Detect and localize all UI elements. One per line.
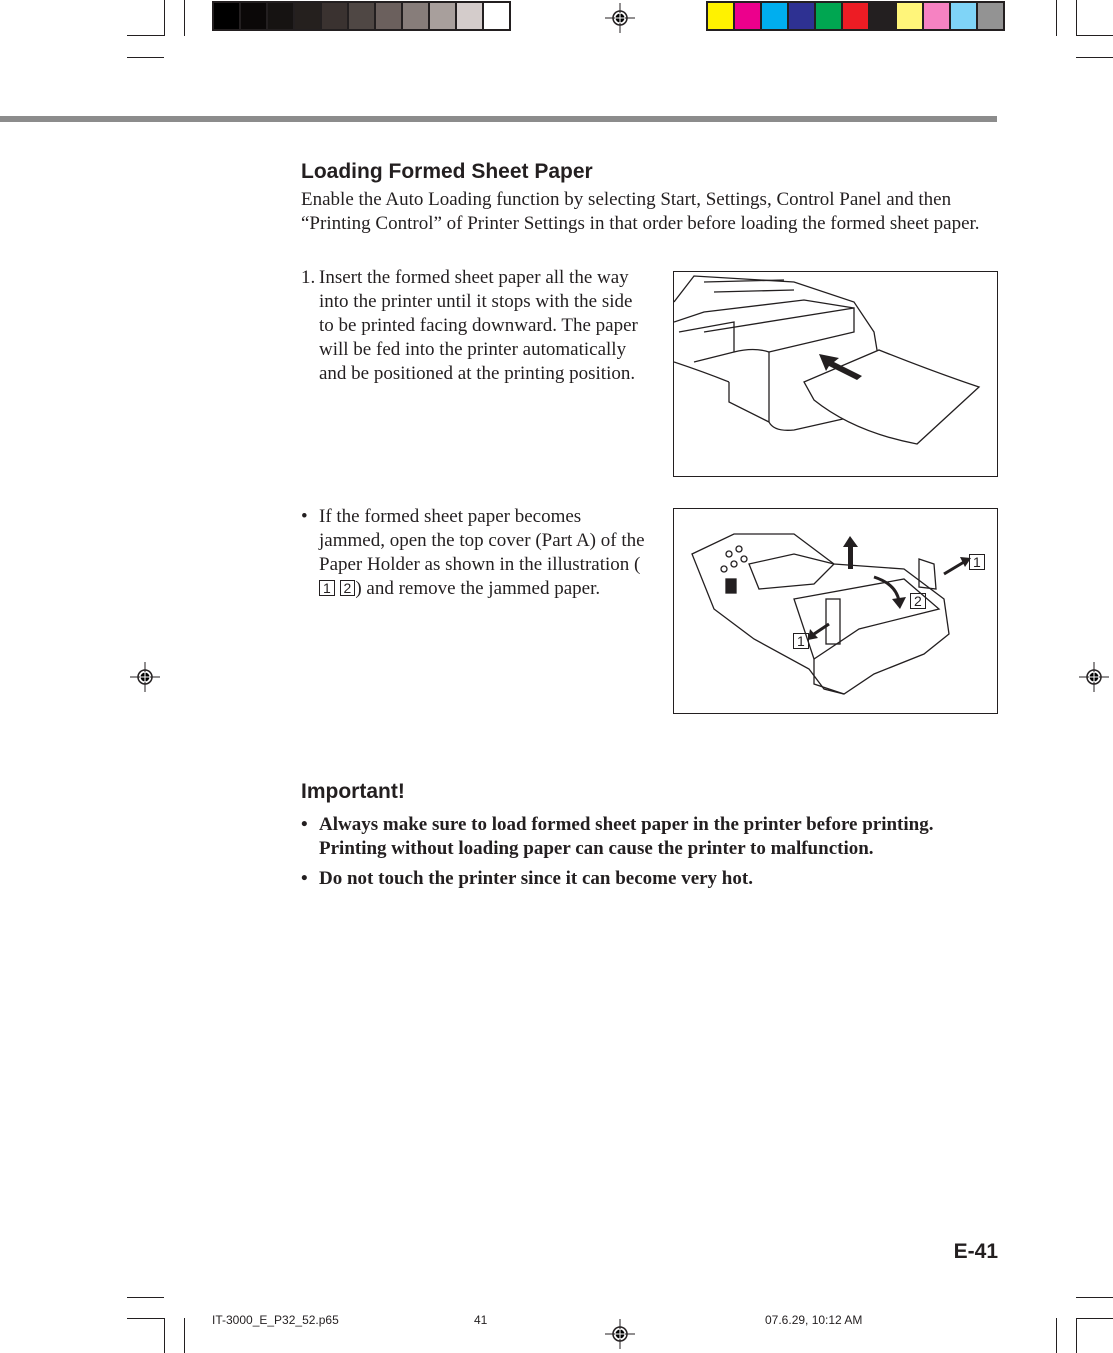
step-1 (301, 266, 649, 386)
important-item (301, 813, 999, 861)
color-swatch (268, 3, 295, 29)
jam-text: If the formed sheet paper becomes jammed, open the top cover (Part A) of the Paper Holder as shown in the illustration ( (319, 506, 645, 575)
color-swatch (484, 3, 509, 29)
registration-mark-icon (1079, 662, 1109, 692)
bullet-marker: • (301, 868, 308, 889)
color-swatch (430, 3, 457, 29)
bullet-marker: • (301, 814, 308, 835)
important-item (301, 867, 999, 891)
color-swatch (376, 3, 403, 29)
important-text: Do not touch the printer since it can become very hot. (319, 868, 753, 889)
crop-mark (1076, 1318, 1113, 1319)
color-swatch (349, 3, 376, 29)
step-number: 1. (301, 267, 316, 288)
color-swatch (897, 3, 924, 29)
crop-mark (127, 57, 164, 58)
color-swatch (789, 3, 816, 29)
color-swatch (241, 3, 268, 29)
figure-label: 2 (910, 593, 926, 609)
color-calibration-bar (706, 1, 1005, 31)
crop-mark (184, 1318, 185, 1353)
registration-mark-icon (605, 3, 635, 33)
registration-mark-icon (130, 662, 160, 692)
color-swatch (951, 3, 978, 29)
color-swatch (735, 3, 762, 29)
color-swatch (762, 3, 789, 29)
figure-label: 1 (969, 554, 985, 570)
color-swatch (403, 3, 430, 29)
crop-mark (1056, 0, 1057, 36)
color-swatch (708, 3, 735, 29)
crop-mark (1076, 1318, 1077, 1353)
color-swatch (322, 3, 349, 29)
registration-mark-icon (605, 1319, 635, 1349)
figure-open-cover (673, 508, 998, 714)
jam-bullet (301, 505, 649, 601)
important-text: Always make sure to load formed sheet paper in the printer before printing. Printing without loading paper can cause the printer to malfunction. (319, 814, 934, 859)
crop-mark (127, 35, 164, 36)
color-swatch (214, 3, 241, 29)
jam-text-end: ) and remove the jammed paper. (355, 578, 601, 599)
color-swatch (924, 3, 951, 29)
crop-mark (127, 1297, 164, 1298)
crop-mark (184, 0, 185, 36)
crop-mark (164, 1318, 165, 1353)
color-swatch (816, 3, 843, 29)
footer-filename: IT-3000_E_P32_52.p65 (212, 1313, 339, 1327)
header-rule (0, 116, 997, 122)
step-text: Insert the formed sheet paper all the way into the printer until it stops with the side to be printed facing downward. The paper will be fed into the printer automatically and be positioned at the printing position. (319, 267, 638, 384)
figure-label: 1 (793, 633, 809, 649)
crop-mark (127, 1318, 164, 1319)
color-swatch (457, 3, 484, 29)
color-swatch (870, 3, 897, 29)
crop-mark (1056, 1318, 1057, 1353)
crop-mark (1076, 57, 1113, 58)
crop-mark (1076, 0, 1077, 36)
step-number-box: 1 (319, 580, 335, 596)
crop-mark (1076, 1297, 1113, 1298)
important-title: Important! (301, 780, 405, 803)
page-number: E-41 (953, 1240, 998, 1263)
footer-date: 07.6.29, 10:12 AM (765, 1313, 863, 1327)
figure-insert-paper (673, 271, 998, 477)
crop-mark (164, 0, 165, 36)
color-swatch (978, 3, 1003, 29)
step-number-box: 2 (340, 580, 356, 596)
gray-calibration-bar (212, 1, 511, 31)
crop-mark (1076, 35, 1113, 36)
bullet-marker: • (301, 506, 308, 527)
footer-page: 41 (474, 1313, 488, 1327)
intro-paragraph: Enable the Auto Loading function by selecting Start, Settings, Control Panel and then “Printing Control” of Printer Settings in that order before loading the formed sheet paper. (301, 189, 980, 234)
section-title: Loading Formed Sheet Paper (301, 160, 593, 183)
color-swatch (843, 3, 870, 29)
color-swatch (295, 3, 322, 29)
